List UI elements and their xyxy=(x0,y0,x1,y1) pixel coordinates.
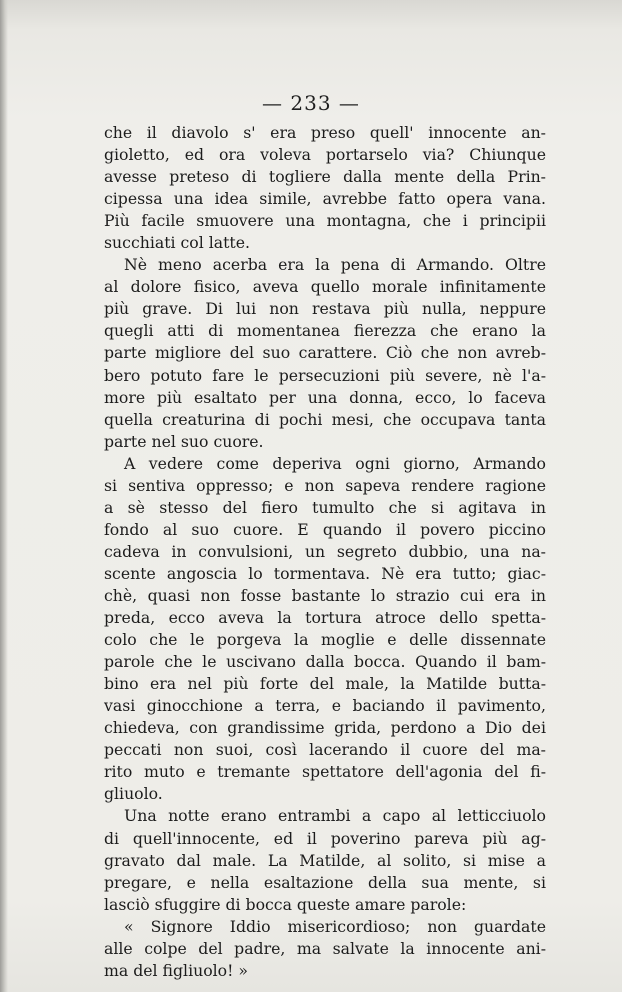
text-line: Nè meno acerba era la pena di Armando. Oltre xyxy=(124,255,546,275)
text-line: ma del figliuolo! » xyxy=(104,960,248,980)
text-line: Una notte erano entrambi a capo al letticciuolo xyxy=(124,806,546,826)
text-line: gravato dal male. La Matilde, al solito, si mise a xyxy=(104,850,546,870)
text-line: parole che le uscivano dalla bocca. Quando il bam- xyxy=(104,652,546,672)
text-line: bero potuto fare le persecuzioni più severe, nè l'a- xyxy=(104,365,546,385)
text-line: cadeva in convulsioni, un segreto dubbio, una na- xyxy=(104,541,546,561)
text-line: bino era nel più forte del male, la Matilde butta- xyxy=(104,674,546,694)
text-line: peccati non suoi, così lacerando il cuore del ma- xyxy=(104,740,546,760)
text-line: cipessa una idea simile, avrebbe fatto opera vana. xyxy=(104,189,546,209)
page-number: — 233 — xyxy=(262,91,360,115)
text-line: alle colpe del padre, ma salvate la innocente ani- xyxy=(104,938,546,958)
text-line: parte migliore del suo carattere. Ciò che non avreb- xyxy=(104,343,546,363)
text-line: lasciò sfuggire di bocca queste amare parole: xyxy=(104,894,467,914)
body-text xyxy=(104,122,546,982)
text-line: al dolore fisico, aveva quello morale infinitamente xyxy=(104,277,546,297)
text-line: pregare, e nella esaltazione della sua mente, si xyxy=(104,872,546,892)
text-line: rito muto e tremante spettatore dell'agonia del fi- xyxy=(104,762,546,782)
text-line: « Signore Iddio misericordioso; non guardate xyxy=(124,916,546,936)
text-line: gioletto, ed ora voleva portarselo via? Chiunque xyxy=(104,145,546,165)
text-line: preda, ecco aveva la tortura atroce dello spetta- xyxy=(104,608,546,628)
text-line: Più facile smuovere una montagna, che i principii xyxy=(104,211,546,231)
text-line: fondo al suo cuore. E quando il povero piccino xyxy=(104,519,546,539)
text-line: più grave. Di lui non restava più nulla, neppure xyxy=(104,299,546,319)
text-line: parte nel suo cuore. xyxy=(104,431,264,451)
text-line: avesse preteso di togliere dalla mente della Prin- xyxy=(104,167,546,187)
text-line: che il diavolo s' era preso quell' innocente an- xyxy=(104,123,546,142)
text-line: quella creaturina di pochi mesi, che occupava tanta xyxy=(104,409,546,429)
text-line: chè, quasi non fosse bastante lo strazio cui era in xyxy=(104,585,546,605)
text-line: a sè stesso del fiero tumulto che si agitava in xyxy=(104,497,546,517)
text-line: chiedeva, con grandissime grida, perdono a Dio dei xyxy=(104,718,546,738)
text-line: si sentiva oppresso; e non sapeva rendere ragione xyxy=(104,475,546,495)
text-line: colo che le porgeva la moglie e delle dissennate xyxy=(104,630,546,650)
text-line: vasi ginocchione a terra, e baciando il pavimento, xyxy=(104,696,546,716)
text-line: succhiati col latte. xyxy=(104,233,250,253)
text-line: di quell'innocente, ed il poverino pareva più ag- xyxy=(104,828,546,848)
page-binding-edge xyxy=(0,0,8,992)
text-line: A vedere come deperiva ogni giorno, Armando xyxy=(124,453,546,473)
text-line: gliuolo. xyxy=(104,784,163,804)
text-line: quegli atti di momentanea fierezza che erano la xyxy=(104,321,546,341)
text-line: scente angoscia lo tormentava. Nè era tutto; giac- xyxy=(104,563,546,583)
text-line: more più esaltato per una donna, ecco, lo faceva xyxy=(104,387,546,407)
